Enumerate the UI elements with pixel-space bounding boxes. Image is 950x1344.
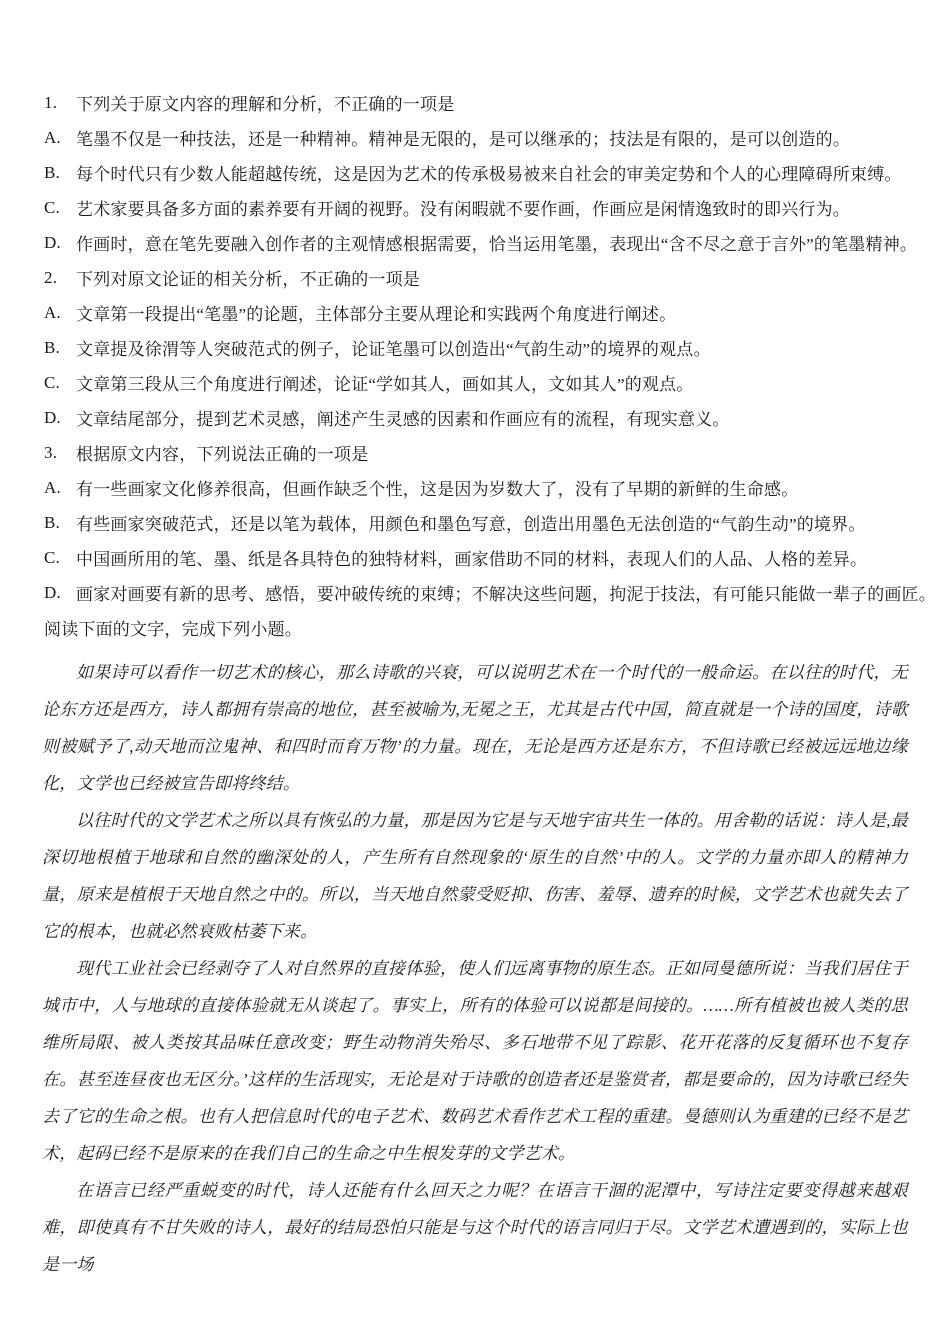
question-3 xyxy=(44,435,920,470)
question-text: 根据原文内容，下列说法正确的一项是 xyxy=(76,445,369,464)
question-2-option-c xyxy=(44,365,920,400)
question-1-option-c xyxy=(44,190,920,225)
question-section xyxy=(0,0,950,645)
option-letter: D. xyxy=(44,232,61,252)
reading-prompt-text: 阅读下面的文字，完成下列小题。 xyxy=(44,620,302,639)
question-3-option-c xyxy=(44,540,920,575)
option-text: 文章结尾部分，提到艺术灵感，阐述产生灵感的因素和作画应有的流程，有现实意义。 xyxy=(76,410,730,429)
question-2-option-a xyxy=(44,295,920,330)
option-text: 文章第三段从三个角度进行阐述，论证“学如其人，画如其人，文如其人”的观点。 xyxy=(76,375,694,394)
question-3-option-b xyxy=(44,505,920,540)
option-letter: C. xyxy=(44,197,60,217)
option-text: 艺术家要具备多方面的素养要有开阔的视野。没有闲暇就不要作画，作画应是闲情逸致时的即兴行为。 xyxy=(76,200,850,219)
option-letter: A. xyxy=(44,477,61,497)
question-1-option-b xyxy=(44,155,920,190)
option-text: 中国画所用的笔、墨、纸是各具特色的独特材料，画家借助不同的材料，表现人们的人品、人格的差异。 xyxy=(76,550,868,569)
question-number: 1. xyxy=(44,92,58,112)
reading-passage xyxy=(0,645,950,1283)
option-letter: B. xyxy=(44,512,60,532)
question-2 xyxy=(44,260,920,295)
option-text: 有一些画家文化修养很高，但画作缺乏个性，这是因为岁数大了，没有了早期的新鲜的生命感。 xyxy=(76,480,799,499)
option-text: 笔墨不仅是一种技法，还是一种精神。精神是无限的，是可以继承的；技法是有限的，是可以创造的。 xyxy=(76,130,850,149)
question-3-option-a xyxy=(44,470,920,505)
passage-paragraph-2: 以往时代的文学艺术之所以具有恢弘的力量，那是因为它是与天地宇宙共生一体的。用舍勒的话说：诗人是,最深切地根植于地球和自然的幽深处的人，产生所有自然现象的‘原生的自然’中的人。文学的力量亦即人的精神力量，原来是植根于天地自然之中的。所以，当天地自然蒙受贬抑、伤害、羞辱、遗弃的时候，文学艺术也就失去了它的根本，也就必然衰败枯萎下来。 xyxy=(42,811,908,941)
question-text: 下列关于原文内容的理解和分析，不正确的一项是 xyxy=(76,95,455,114)
option-letter: D. xyxy=(44,582,61,602)
option-text: 画家对画要有新的思考、感悟，要冲破传统的束缚；不解决这些问题，拘泥于技法，有可能只能做一辈子的画匠。 xyxy=(76,585,936,604)
question-number: 2. xyxy=(44,267,58,287)
option-text: 文章提及徐渭等人突破范式的例子，论证笔墨可以创造出“气韵生动”的境界的观点。 xyxy=(76,340,711,359)
question-3-option-d xyxy=(44,575,936,610)
passage-paragraph-4: 在语言已经严重蜕变的时代，诗人还能有什么回天之力呢？在语言干涸的泥潭中，写诗注定要变得越来越艰难，即使真有不甘失败的诗人，最好的结局恐怕只能是与这个时代的语言同归于尽。文学艺术遭遇到的，实际上也是一场 xyxy=(42,1181,908,1274)
option-letter: D. xyxy=(44,407,61,427)
question-text: 下列对原文论证的相关分析，不正确的一项是 xyxy=(76,270,420,289)
option-text: 文章第一段提出“笔墨”的论题，主体部分主要从理论和实践两个角度进行阐述。 xyxy=(76,305,677,324)
option-letter: B. xyxy=(44,337,60,357)
question-2-option-d xyxy=(44,400,920,435)
option-letter: C. xyxy=(44,372,60,392)
option-letter: A. xyxy=(44,302,61,322)
reading-prompt xyxy=(44,610,920,645)
option-text: 每个时代只有少数人能超越传统，这是因为艺术的传承极易被来自社会的审美定势和个人的心理障碍所束缚。 xyxy=(76,165,902,184)
question-number: 3. xyxy=(44,442,58,462)
question-1-option-d xyxy=(44,225,920,260)
option-letter: B. xyxy=(44,162,60,182)
passage-paragraph-3: 现代工业社会已经剥夺了人对自然界的直接体验，使人们远离事物的原生态。正如同曼德所说：当我们居住于城市中，人与地球的直接体验就无从谈起了。事实上，所有的体验可以说都是间接的。……所有植被也被人类的思维所局限、被人类按其品味任意改变；野生动物消失殆尽、多石地带不见了踪影、花开花落的反复循环也不复存在。甚至连昼夜也无区分。’这样的生活现实，无论是对于诗歌的创造者还是鉴赏者，都是要命的，因为诗歌已经失去了它的生命之根。也有人把信息时代的电子艺术、数码艺术看作艺术工程的重建。曼德则认为重建的已经不是艺术，起码已经不是原来的在我们自己的生命之中生根发芽的文学艺术。 xyxy=(42,959,908,1163)
passage-paragraph-1: 如果诗可以看作一切艺术的核心，那么诗歌的兴衰，可以说明艺术在一个时代的一般命运。在以往的时代，无论东方还是西方，诗人都拥有崇高的地位，甚至被喻为,无冕之王，尤其是古代中国，简直就是一个诗的国度，诗歌则被赋予了,动天地而泣鬼神、和四时而育万物’的力量。现在，无论是西方还是东方，不但诗歌已经被远远地边缘化，文学也已经被宣告即将终结。 xyxy=(42,663,908,793)
option-letter: A. xyxy=(44,127,61,147)
option-text: 作画时，意在笔先要融入创作者的主观情感根据需要，恰当运用笔墨，表现出“含不尽之意于言外”的笔墨精神。 xyxy=(76,235,918,254)
question-2-option-b xyxy=(44,330,920,365)
option-text: 有些画家突破范式，还是以笔为载体，用颜色和墨色写意，创造出用墨色无法创造的“气韵生动”的境界。 xyxy=(76,515,866,534)
option-letter: C. xyxy=(44,547,60,567)
question-1-option-a xyxy=(44,120,920,155)
question-1 xyxy=(44,85,920,120)
